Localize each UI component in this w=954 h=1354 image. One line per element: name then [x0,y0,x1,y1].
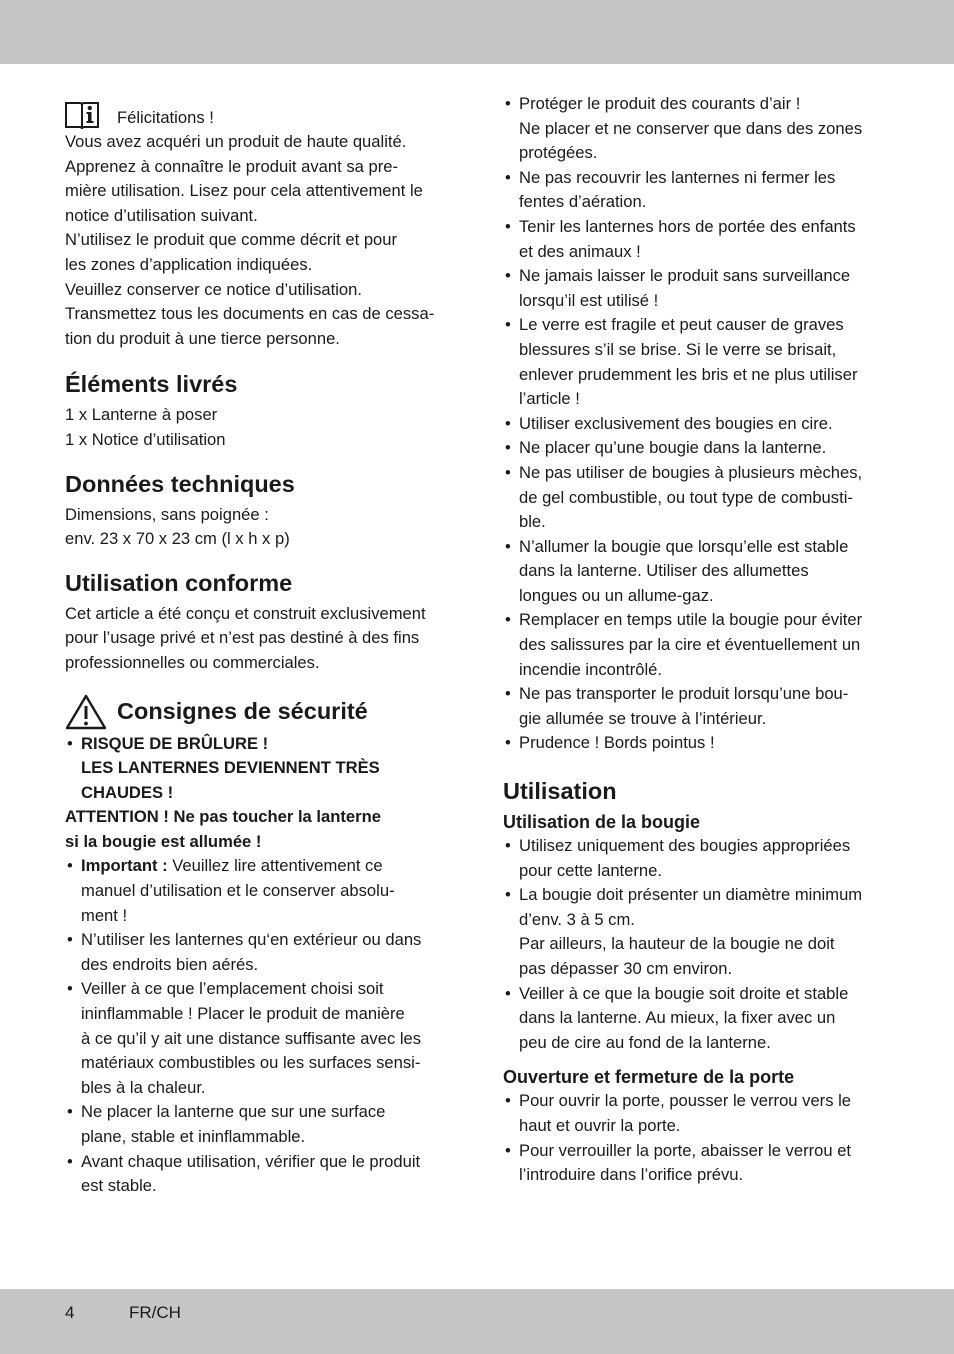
left-column [65,96,455,1199]
burn-risk-warning [65,732,455,806]
bullet: • [67,979,73,999]
list-line: ininflammable ! Placer le produit de manière [81,1004,405,1024]
list-line: ble. [519,512,546,532]
list-line: Le verre est fragile et peut causer de graves [519,315,844,335]
congrats-text: Félicitations ! [117,108,214,127]
list-line: Ne placer qu’une bougie dans la lanterne. [519,438,827,458]
list-line: Avant chaque utilisation, vérifier que le produit [81,1151,421,1171]
list-line: l’introduire dans l’orifice prévu. [519,1165,744,1185]
list-item [503,1089,893,1138]
bullet: • [67,930,73,950]
attention-warning [65,805,455,854]
bullet: • [505,266,511,286]
attention-line: ATTENTION ! Ne pas toucher la lanterne [65,807,381,827]
list-line: fentes d’aération. [519,192,647,212]
list-item [65,928,455,977]
list-line: Remplacer en temps utile la bougie pour éviter [519,610,863,630]
important-text: ment ! [81,905,128,925]
list-line: dans la lanterne. Utiliser des allumettes [519,561,809,581]
right-column [503,92,893,1188]
list-line: Ne pas recouvrir les lanternes ni fermer les [519,167,836,187]
candle-subheading: Utilisation de la bougie [503,812,701,833]
burn-risk-line: CHAUDES ! [81,782,174,802]
bullet: • [505,1140,511,1160]
list-line: Veiller à ce que l’emplacement choisi soit [81,979,384,999]
warning-triangle-icon [65,694,107,730]
list-line: haut et ouvrir la porte. [519,1115,681,1135]
burn-risk-line [65,732,455,757]
header-band [0,0,954,64]
list-line: Par ailleurs, la hauteur de la bougie ne doit [519,934,835,954]
list-item [503,264,893,313]
attention-line: si la bougie est allumée ! [65,831,262,851]
list-item [503,535,893,609]
bullet: • [505,438,511,458]
door-list [503,1089,893,1187]
safety-heading: Consignes de sécurité [117,698,368,725]
list-line: Protéger le produit des courants d’air ! [519,94,801,113]
burn-risk-text: RISQUE DE BRÛLURE ! [81,733,269,753]
bullet: • [505,836,511,856]
list-item [503,608,893,682]
list-item [503,412,893,437]
list-line: de gel combustible, ou tout type de combusti- [519,487,853,507]
list-line: dans la lanterne. Au mieux, la fixer avec un [519,1008,836,1028]
intro-line: Veuillez conserver ce notice d’utilisation. [65,279,363,299]
elements-list [65,403,455,452]
list-line: Tenir les lanternes hors de portée des enfants [519,216,856,236]
list-line: longues ou un allume-gaz. [519,585,714,605]
info-book-icon [65,100,99,130]
list-line: N’allumer la bougie que lorsqu’elle est stable [519,536,849,556]
list-line: et des animaux ! [519,241,641,261]
intro-line: Transmettez tous les documents en cas de cessa- [65,304,435,324]
list-line: Utilisez uniquement des bougies appropriées [519,836,851,856]
list-item [65,1150,455,1199]
list-line: à ce qu’il y ait une distance suffisante avec les [81,1028,422,1048]
list-line: plane, stable et ininflammable. [81,1127,306,1146]
important-text: Veuillez lire attentivement ce [167,856,383,876]
list-line: Utiliser exclusivement des bougies en cire. [519,413,833,433]
intended-use-line: professionnelles ou commerciales. [65,652,320,672]
list-line: Ne placer la lanterne que sur une surface [81,1102,386,1122]
bullet: • [67,1102,73,1122]
list-line: gie allumée se trouve à l’intérieur. [519,708,767,728]
elements-line: 1 x Lanterne à poser [65,405,218,425]
intended-use-line: Cet article a été conçu et construit exclusivement [65,603,426,623]
burn-risk-line: LES LANTERNES DEVIENNENT TRÈS [81,758,380,778]
bullet: • [505,315,511,335]
list-line: d’env. 3 à 5 cm. [519,909,635,929]
list-line: matériaux combustibles ou les surfaces sensi- [81,1053,421,1073]
bullet: • [505,733,511,753]
list-item [503,1139,893,1188]
intro-line: notice d’utilisation suivant. [65,205,258,225]
intended-use-heading: Utilisation conforme [65,569,293,596]
technical-line: Dimensions, sans poignée : [65,504,269,524]
list-line: enlever prudemment les bris et ne plus utiliser [519,364,858,384]
list-item [503,883,893,981]
usage-heading: Utilisation [503,778,617,805]
bullet: • [505,885,511,905]
list-item [65,854,455,928]
list-line: blessures s’il se brise. Si le verre se brisait, [519,339,837,359]
list-item [503,682,893,731]
bullet: • [505,983,511,1003]
list-line: pas dépasser 30 cm environ. [519,959,733,978]
technical-line: env. 23 x 70 x 23 cm (l x h x p) [65,529,290,549]
list-line: Ne jamais laisser le produit sans surveillance [519,266,851,286]
list-line: Prudence ! Bords pointus ! [519,733,715,753]
candle-list [503,834,893,1055]
safety-list-left [65,854,455,1198]
list-line: La bougie doit présenter un diamètre minimum [519,885,863,905]
congrats-row [65,96,455,130]
bullet: • [505,94,511,113]
technical-heading: Données techniques [65,470,295,497]
list-item [65,977,455,1100]
intro-line: les zones d’application indiquées. [65,254,313,274]
bullet: • [505,462,511,482]
intro-text [65,130,455,351]
list-line: pour cette lanterne. [519,860,662,880]
list-line: Ne pas transporter le produit lorsqu’une bou- [519,684,849,704]
intended-use-text [65,602,455,676]
intro-line: mière utilisation. Lisez pour cela attentivement le [65,181,423,201]
list-line: des endroits bien aérés. [81,954,259,974]
list-line: est stable. [81,1176,157,1196]
list-item [503,92,893,166]
list-line: lorsqu’il est utilisé ! [519,290,659,310]
page-number: 4 [65,1303,75,1322]
list-line: Pour ouvrir la porte, pousser le verrou vers le [519,1091,852,1111]
bullet: • [505,216,511,236]
list-item [65,1100,455,1149]
bullet: • [505,167,511,187]
list-line: des salissures par la cire et éventuellement un [519,635,861,655]
list-line: bles à la chaleur. [81,1077,206,1097]
bullet: • [505,610,511,630]
list-item [503,215,893,264]
door-subheading: Ouverture et fermeture de la porte [503,1067,795,1088]
intro-line: tion du produit à une tierce personne. [65,328,340,348]
bullet: • [67,856,73,876]
safety-list-right [503,92,893,756]
locale-label: FR/CH [129,1303,181,1322]
bullet: • [505,536,511,556]
list-item [503,834,893,883]
list-line: protégées. [519,143,598,163]
technical-text [65,503,455,552]
list-item [503,436,893,461]
list-item [503,166,893,215]
bullet: • [67,733,73,753]
bullet: • [505,684,511,704]
list-item [503,461,893,535]
bullet: • [505,413,511,433]
list-line: Ne pas utiliser de bougies à plusieurs mèches, [519,462,863,482]
intended-use-line: pour l’usage privé et n’est pas destiné à des fins [65,628,420,648]
intro-line: N’utilisez le produit que comme décrit et pour [65,230,398,250]
list-line: Veiller à ce que la bougie soit droite et stable [519,983,849,1003]
list-item [503,313,893,411]
list-line: Ne placer et ne conserver que dans des zones [519,118,863,138]
intro-line: Apprenez à connaître le produit avant sa pre- [65,156,399,176]
elements-line: 1 x Notice d’utilisation [65,429,226,449]
list-line: incendie incontrôlé. [519,659,662,679]
safety-heading-row [65,692,455,732]
intro-line: Vous avez acquéri un produit de haute qualité. [65,132,407,151]
elements-heading: Éléments livrés [65,371,238,398]
list-line: Pour verrouiller la porte, abaisser le verrou et [519,1140,852,1160]
list-line: N’utiliser les lanternes qu‘en extérieur ou dans [81,930,422,950]
list-item [503,982,893,1056]
bullet: • [505,1091,511,1111]
list-item [503,731,893,756]
bullet: • [67,1151,73,1171]
important-label: Important : [81,856,168,876]
important-text: manuel d’utilisation et le conserver absolu- [81,881,395,901]
list-line: peu de cire au fond de la lanterne. [519,1032,771,1052]
list-line: l’article ! [519,389,580,409]
